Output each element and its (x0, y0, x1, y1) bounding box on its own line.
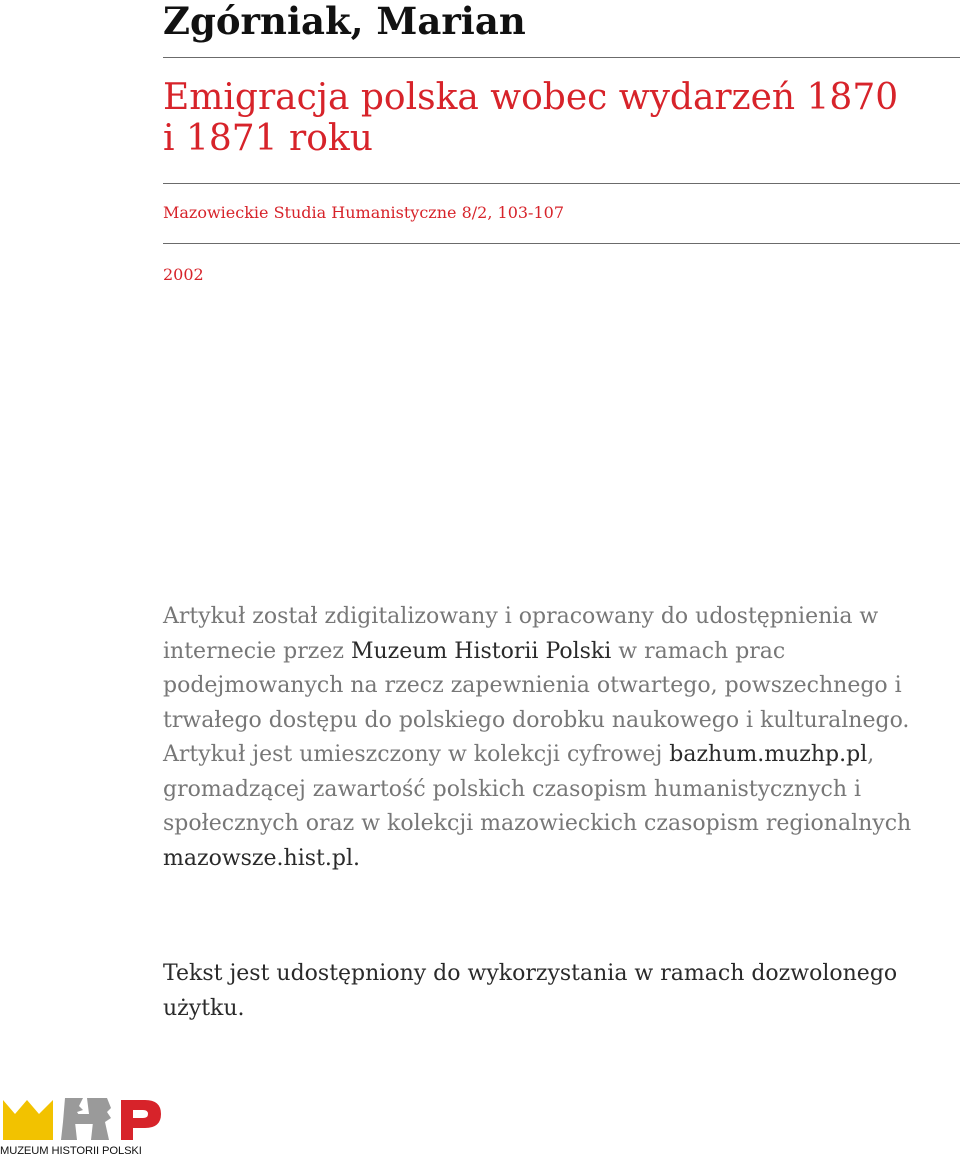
author-name: Zgórniak, Marian (163, 0, 526, 43)
museum-logo-icon (3, 1096, 163, 1144)
notice-text-1: Artykuł został zdigitalizowany i opracowany do udostępnienia w internecie przez (163, 604, 879, 664)
museum-logo-text: MUZEUM HISTORII POLSKI (0, 1145, 142, 1157)
article-title (163, 77, 958, 159)
mazowsze-link[interactable]: mazowsze.hist.pl (163, 845, 353, 871)
usage-notice: Tekst jest udostępniony do wykorzystania w ramach dozwolonego użytku. (163, 961, 898, 1021)
divider-middle (163, 183, 960, 184)
digitization-notice (163, 600, 953, 876)
museum-name: Muzeum Historii Polski (350, 638, 612, 664)
bazhum-link[interactable]: bazhum.muzhp.pl (669, 742, 868, 767)
title-line-2: i 1871 roku (163, 118, 373, 159)
notice-text-2: w ramach prac podejmowanych na rzecz zapewnienia otwartego, powszechnego i trwałego dostępu do polskiego dorobku naukowego i kulturalnego. Artykuł jest umieszczony w kolekcji cyfrowej (163, 638, 910, 767)
divider-top (163, 57, 960, 58)
logo-p-shape (121, 1100, 161, 1140)
journal-citation: Mazowieckie Studia Humanistyczne 8/2, 103-107 (163, 203, 564, 222)
title-line-1: Emigracja polska wobec wydarzeń 1870 (163, 77, 899, 118)
divider-bottom (163, 243, 960, 244)
publication-year: 2002 (163, 265, 204, 284)
notice-text-3: , gromadzącej zawartość polskich czasopism humanistycznych i społecznych oraz w kolekcji mazowieckich czasopism regionalnych (163, 742, 912, 836)
notice-end: . (353, 845, 360, 871)
